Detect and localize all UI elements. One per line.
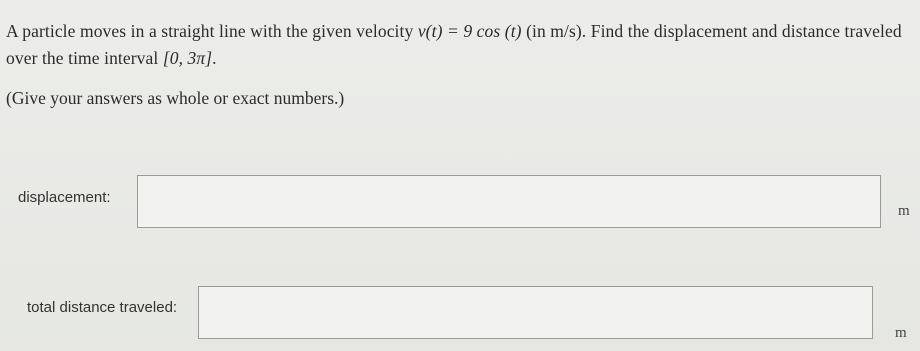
displacement-input[interactable] — [137, 175, 881, 228]
displacement-unit: m — [898, 203, 910, 219]
distance-label: total distance traveled: — [27, 299, 178, 316]
instruction-text: (Give your answers as whole or exact numbers.) — [6, 88, 345, 108]
question-intro: A particle moves in a straight line with the given velocity — [6, 21, 418, 41]
time-interval: [0, 3π] — [162, 48, 213, 68]
question-line2-prefix: over the time interval — [6, 48, 163, 68]
question-text — [6, 18, 916, 72]
velocity-expression: v(t) = 9 cos (t) — [417, 21, 522, 41]
distance-input[interactable] — [198, 286, 873, 339]
question-units: (in m/s). Find the displacement and distance traveled — [521, 21, 902, 41]
displacement-label: displacement: — [18, 189, 111, 206]
question-line2-suffix: . — [212, 48, 217, 68]
distance-unit: m — [895, 325, 907, 341]
